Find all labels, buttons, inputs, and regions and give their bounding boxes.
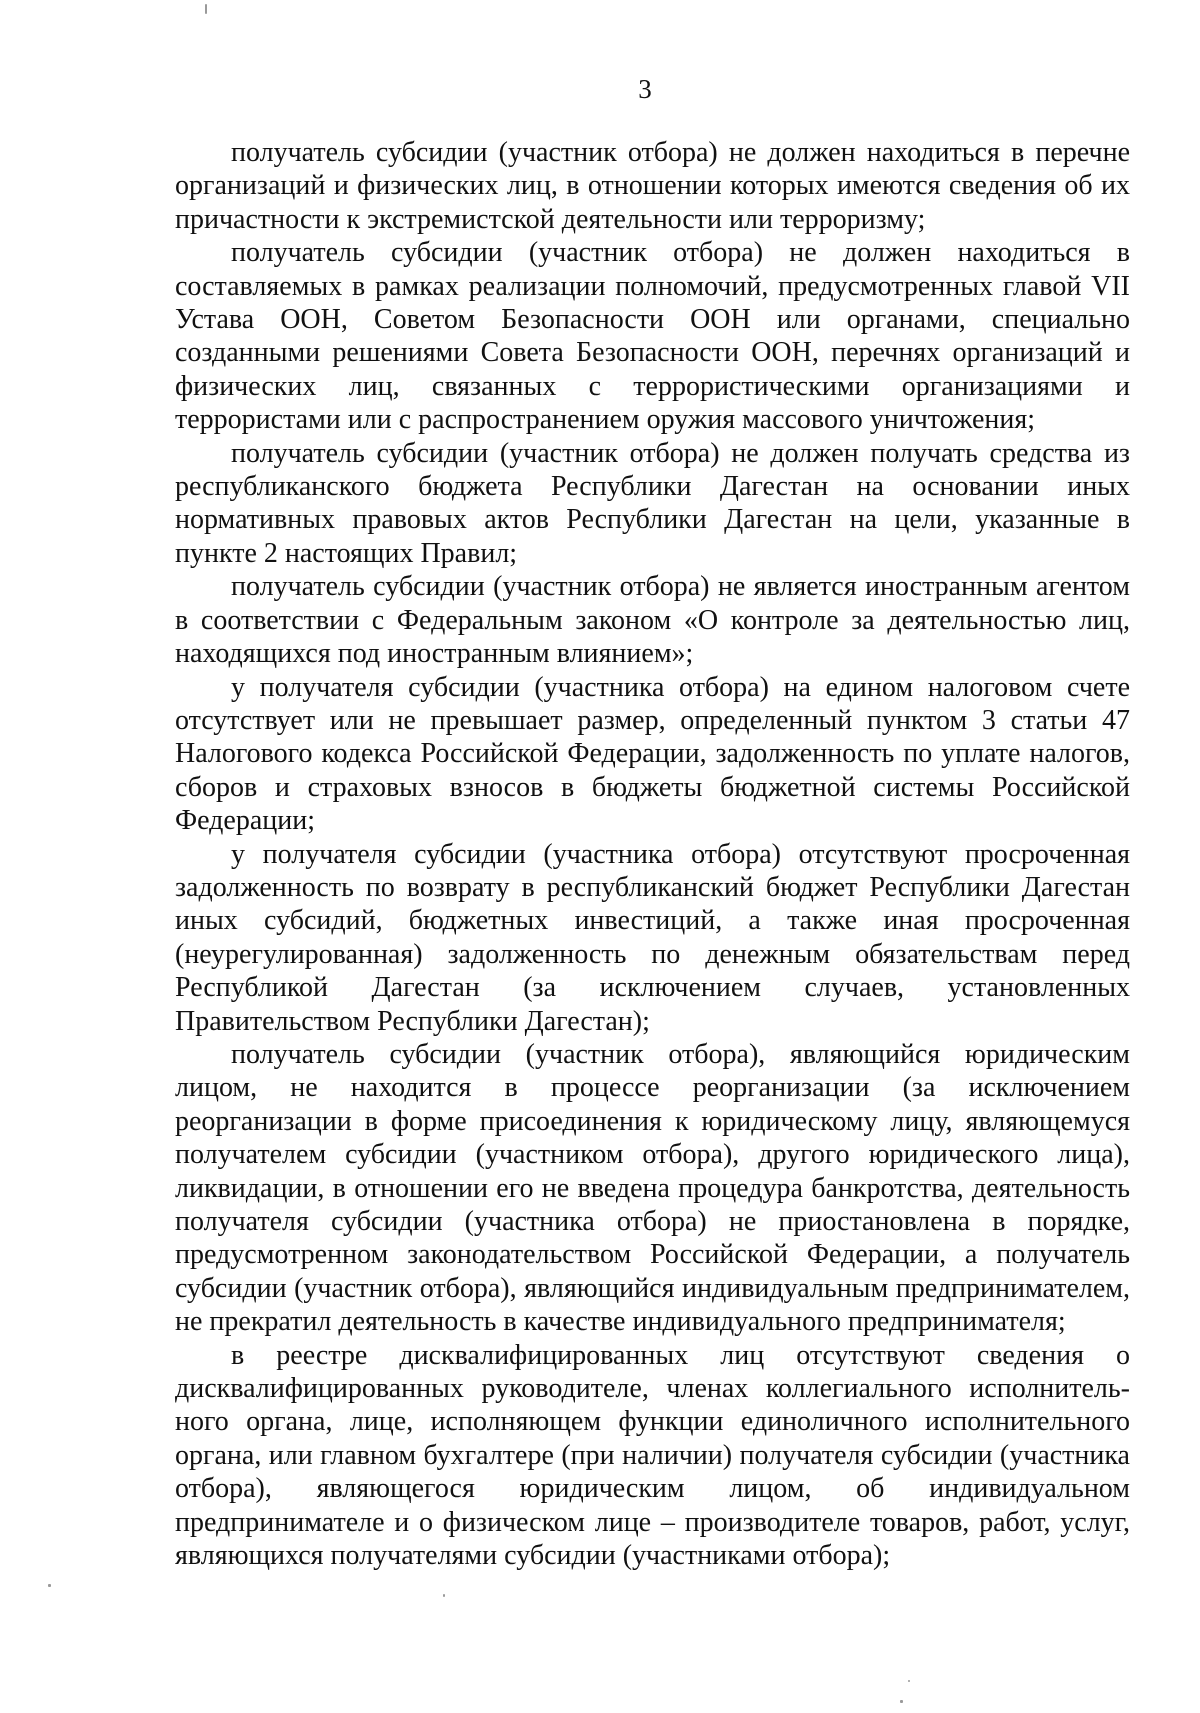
scan-speck xyxy=(48,1584,51,1587)
paragraph-reorganization-bankruptcy: получатель субсидии (участник отбора), являющийся юридическим лицом, не находится в процессе реорганизации (за исключением реорганизации в форме присоединения к юридическому лицу, являющемуся получателем субсидии (участником отбора), другого юридического лица), ликвидации, в отношении его не введена процедура банкротства, деятельность получателя субсидии (участника отбора) не приостановлена в порядке, предусмотренном законодательством Российской Федерации, а получатель субсидии (участник отбора), являющийся индивидуальным предпринимателем, не прекратил деятельность в качестве индивидуального предпринимателя; xyxy=(175,1038,1130,1338)
scan-speck xyxy=(900,1700,903,1703)
paragraph-disqualified-persons: в реестре дисквалифицированных лиц отсутствуют сведения о дисквалифицированных руководителе, членах коллегиального исполнительного органа, лице, исполняющем функции единоличного исполнительного органа, или главном бухгалтере (при наличии) получателя субсидии (участника отбора), являющегося юридическим лицом, об индивидуальном предпринимателе и о физическом лице – производителе товаров, работ, услуг, являющихся получателями субсидии (участниками отбора); xyxy=(175,1339,1130,1572)
paragraph-un-sanctions-list: получатель субсидии (участник отбора) не должен находиться в составляемых в рамках реализации полномочий, предусмотренных главой VII Устава ООН, Советом Безопасности ООН или органами, специально созданными решениями Совета Безопасности ООН, перечнях организаций и физических лиц, связанных с террористическими организациями и террористами или с распространением оружия массового уничтожения; xyxy=(175,237,1130,436)
scan-speck xyxy=(205,4,207,14)
page-number: 3 xyxy=(638,74,652,104)
document-body xyxy=(175,136,1130,1572)
paragraph-foreign-agent: получатель субсидии (участник отбора) не является иностранным агентом в соответствии с Федеральным законом «О контроле за деятельностью лиц, находящихся под иностранным влиянием»; xyxy=(175,571,1130,670)
scan-speck xyxy=(908,1680,910,1682)
scan-speck xyxy=(443,1594,445,1597)
paragraph-tax-debt: у получателя субсидии (участника отбора) на едином налоговом счете отсутствует или не превышает размер, определенный пунктом 3 статьи 47 Налогового кодекса Российской Федерации, задолженность по уплате налогов, сборов и страховых взносов в бюджеты бюджетной системы Российской Федерации; xyxy=(175,671,1130,837)
paragraph-extremism-list: получатель субсидии (участник отбора) не должен находиться в перечне организаций и физических лиц, в отношении которых имеются сведения об их причастности к экстремистской деятельности или терроризму; xyxy=(175,137,1130,235)
paragraph-other-budget-funds: получатель субсидии (участник отбора) не должен получать средства из республиканского бюджета Республики Дагестан на основании иных нормативных правовых актов Республики Дагестан на цели, указанные в пункте 2 настоящих Правил; xyxy=(175,437,1130,569)
paragraph-overdue-debt: у получателя субсидии (участника отбора) отсутствуют просроченная задолженность по возврату в республиканский бюджет Республики Дагестан иных субсидий, бюджетных инвестиций, а также иная просроченная (неурегулированная) задолженность по денежным обязательствам перед Республикой Дагестан (за исключением случаев, установленных Правительством Республики Дагестан); xyxy=(175,838,1130,1037)
